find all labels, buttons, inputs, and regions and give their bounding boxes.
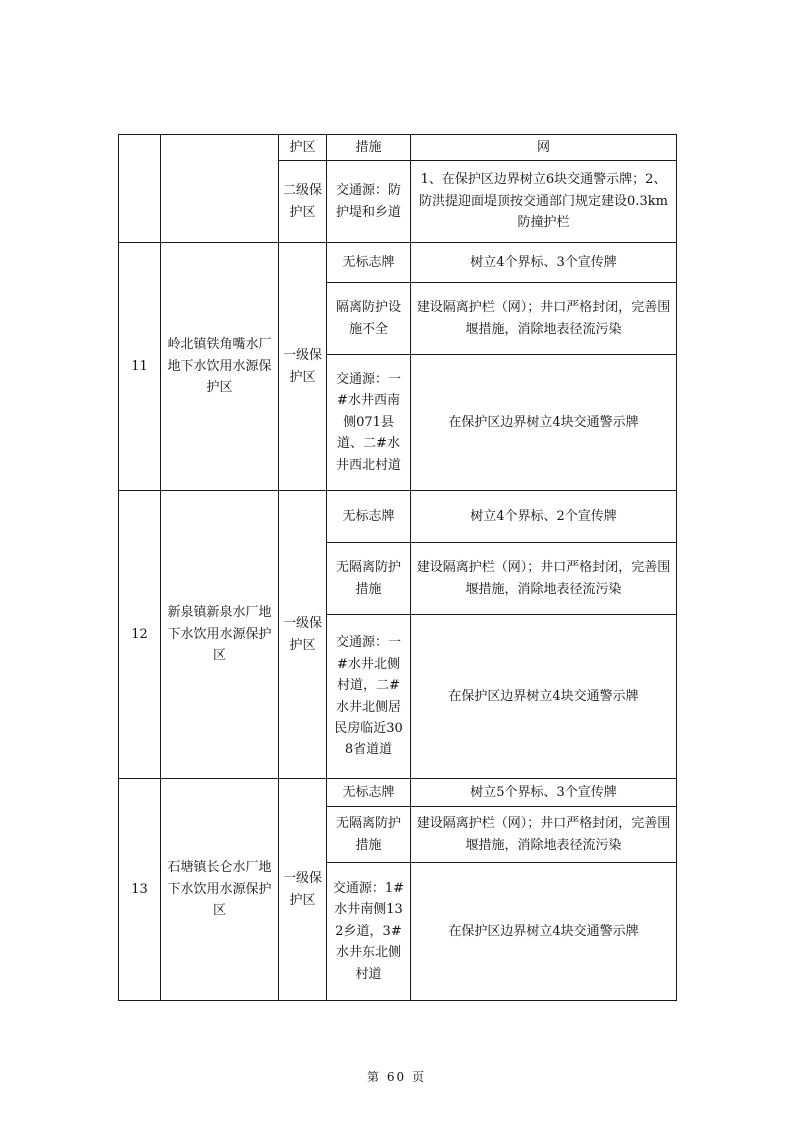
table-cell-measure-type: 无隔离防护措施 <box>327 543 411 615</box>
table-cell-name <box>161 135 279 243</box>
table-cell-zone: 护区 <box>279 135 327 161</box>
table-cell-measure-type: 措施 <box>327 135 411 161</box>
table-cell-name: 新泉镇新泉水厂地下水饮用水源保护区 <box>161 491 279 779</box>
table-cell-measure-type: 无标志牌 <box>327 491 411 543</box>
table-cell-action: 网 <box>411 135 677 161</box>
table-cell-action: 树立4个界标、2个宣传牌 <box>411 491 677 543</box>
table-cell-no: 13 <box>119 779 161 1001</box>
table-cell-action: 在保护区边界树立4块交通警示牌 <box>411 863 677 1001</box>
table-cell-measure-type: 交通源：防护堤和乡道 <box>327 161 411 243</box>
table-cell-zone: 二级保护区 <box>279 161 327 243</box>
table-cell-action: 在保护区边界树立4块交通警示牌 <box>411 355 677 491</box>
table-cell-measure-type: 交通源：一#水井西南侧071县道、二#水井西北村道 <box>327 355 411 491</box>
table-cell-measure-type: 无标志牌 <box>327 779 411 807</box>
table-cell-action: 1、在保护区边界树立6块交通警示牌；2、防洪提迎面堤顶按交通部门规定建设0.3km防撞护栏 <box>411 161 677 243</box>
continued-header-row <box>119 135 677 161</box>
table-cell-action: 树立4个界标、3个宣传牌 <box>411 243 677 283</box>
table-row <box>119 779 677 807</box>
table-cell-measure-type: 无标志牌 <box>327 243 411 283</box>
table-cell-measure-type: 交通源：一#水井北侧村道，二#水井北侧居民房临近308省道道 <box>327 615 411 779</box>
table-cell-measure-type: 无隔离防护措施 <box>327 807 411 863</box>
table-cell-name: 石塘镇长仑水厂地下水饮用水源保护区 <box>161 779 279 1001</box>
table-cell-zone: 一级保护区 <box>279 491 327 779</box>
table-cell-no: 12 <box>119 491 161 779</box>
table-cell-action: 建设隔离护栏（网）；井口严格封闭，完善围堰措施，消除地表径流污染 <box>411 283 677 355</box>
page-number: 第 60 页 <box>367 1070 426 1084</box>
table-cell-name: 岭北镇铁角嘴水厂地下水饮用水源保护区 <box>161 243 279 491</box>
table-cell-zone: 一级保护区 <box>279 243 327 491</box>
measures-table <box>118 134 677 1001</box>
table-cell-zone: 一级保护区 <box>279 779 327 1001</box>
table-cell-action: 建设隔离护栏（网）；井口严格封闭，完善围堰措施，消除地表径流污染 <box>411 543 677 615</box>
table-cell-no <box>119 135 161 243</box>
table-cell-no: 11 <box>119 243 161 491</box>
table-cell-measure-type: 交通源：1#水井南侧132乡道，3#水井东北侧村道 <box>327 863 411 1001</box>
table-row <box>119 491 677 543</box>
table-cell-action: 建设隔离护栏（网）；井口严格封闭，完善围堰措施，消除地表径流污染 <box>411 807 677 863</box>
table-cell-action: 在保护区边界树立4块交通警示牌 <box>411 615 677 779</box>
table-cell-measure-type: 隔离防护设施不全 <box>327 283 411 355</box>
table-row <box>119 243 677 283</box>
table-cell-action: 树立5个界标、3个宣传牌 <box>411 779 677 807</box>
